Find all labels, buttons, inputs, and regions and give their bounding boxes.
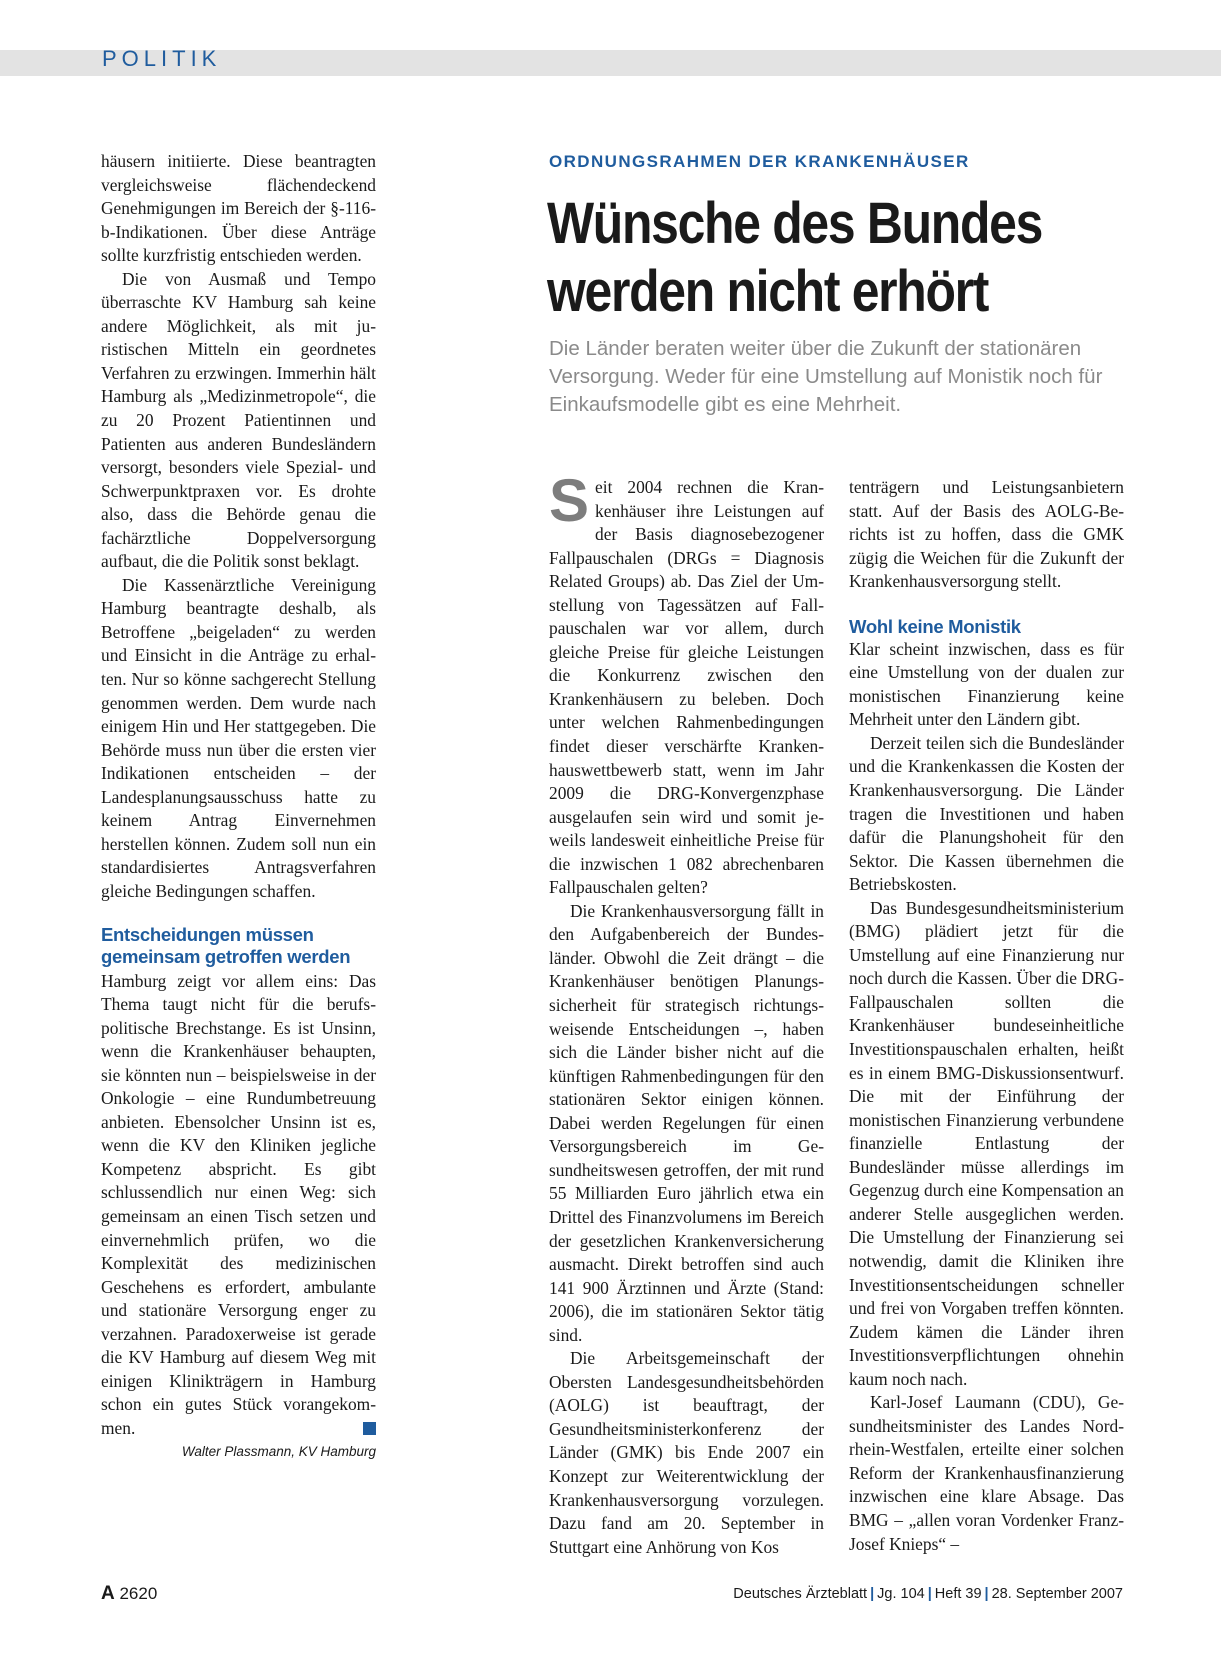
paragraph-text: Hamburg zeigt vor allem eins: Das Thema taugt nicht für die berufspolitische Brechstange. Es ist Unsinn, wenn die Krankenhäuser behaupten, sie könnten nun – beispielsweise in der Onkologie – eine Rundumbetreuung anbieten. Ebensolcher Unsinn ist es, wenn die KV den Kliniken jegliche Kompetenz abspricht. Es gibt schlussendlich nur einen Weg: sich gemeinsam an einen Tisch setzen und einvernehmlich prüfen, wo die Komplexität des medizinischen Geschehens es erfordert, ambulante und stationäre Versorgung enger zu verzahnen. Paradoxerweise ist gerade die KV Hamburg auf diesem Weg mit einigen Klinikträgern in Hamburg schon ein gutes Stück vorangekommen. bbox=[101, 970, 376, 1438]
subheading: Entscheidungen müssen gemeinsam getroffen werden bbox=[101, 923, 351, 967]
separator: | bbox=[870, 1586, 875, 1602]
journal-name: Deutsches Ärzteblatt bbox=[733, 1586, 868, 1602]
right-column bbox=[849, 476, 1124, 1556]
left-column bbox=[101, 150, 376, 1462]
end-mark-icon bbox=[363, 1422, 376, 1435]
section-label: POLITIK bbox=[102, 46, 222, 71]
paragraph: Die Arbeitsgemeinschaft der Obersten Landesgesundheitsbehörden (AOLG) ist beauftragt, der Gesundheitsministerkonferenz der Länder (GMK) bis Ende 2007 ein Konzept zur Weiterentwicklung der Krankenhausversorgung vorzulegen. Dazu fand am 20. September in Stuttgart eine Anhörung von Kos bbox=[549, 1348, 824, 1557]
author-credit: Walter Plassmann, KV Hamburg bbox=[181, 1444, 376, 1460]
article-dek: Die Länder beraten weiter über die Zukunft der stationären Versorgung. Weder für eine Umstellung auf Monistik noch für Einkaufsmodelle gibt es eine Mehrheit. bbox=[549, 337, 1103, 416]
paragraph: tenträgern und Leistungsanbietern statt. Auf der Basis des AOLG-Berichts ist zu hoffen, dass die GMK zügig die Weichen für die Zukunft der Krankenhausversorgung stellt. bbox=[849, 477, 1124, 592]
paragraph: Die von Ausmaß und Tempo überraschte KV Hamburg sah keine andere Möglichkeit, als mit juristischen Mitteln ein geordnetes Verfahren zu erzwingen. Immerhin hält Hamburg als „Medizinmetropole“, die zu 20 Prozent Patientinnen und Patienten aus anderen Bundesländern versorgt, besonders viele Spezial- und Schwerpunktpraxen vor. Es drohte also, dass die Behörde genau die fachärztliche Doppelversorgung aufbaut, die die Politik sonst beklagt. bbox=[101, 268, 376, 572]
article-headline bbox=[547, 190, 1080, 326]
drop-cap: S bbox=[549, 467, 590, 534]
journal-info bbox=[733, 1586, 1123, 1602]
paragraph: Klar scheint inzwischen, dass es für eine Umstellung von der dualen zur monistischen Finanzierung keine Mehrheit unter den Ländern gibt. bbox=[849, 638, 1124, 730]
separator: | bbox=[927, 1586, 932, 1602]
paragraph: Karl-Josef Laumann (CDU), Gesundheitsminister des Landes Nordrhein-Westfalen, erteilte einer solchen Reform der Krankenhausfinanzierung inzwischen eine klare Absage. Das BMG – „allen voran Vordenker Franz-Josef Knieps“ – bbox=[849, 1392, 1124, 1554]
paragraph: Die Kassenärztliche Vereinigung Hamburg beantragte deshalb, als Betroffene „beigeladen“ zu werden und Einsicht in die Anträge zu erhalten. Nur so könne sachgerecht Stellung genommen werden. Dem wurde nach einigem Hin und Her stattgegeben. Die Behörde muss nun über die ersten vier Indikationen entscheiden – der Landesplanungsausschuss hatte zu keinem Antrag Einvernehmen herstellen können. Zudem soll nun ein standardisiertes Antragsverfahren gleiche Bedingungen schaffen. bbox=[101, 574, 376, 901]
paragraph: häusern initiierte. Diese beantragten vergleichsweise flächendeckend Genehmigungen im Bereich der §-116-b-Indikationen. Über diese Anträge sollte kurzfristig entschieden werden. bbox=[101, 151, 376, 266]
page-letter: A bbox=[101, 1583, 115, 1604]
journal-issue: Heft 39 bbox=[934, 1586, 982, 1602]
subheading: Wohl keine Monistik bbox=[849, 615, 1021, 637]
paragraph: Das Bundesgesundheitsministerium (BMG) plädiert jetzt für die Umstellung auf eine Finanzierung nur noch durch die Kassen. Über die DRG-Fallpauschalen sollten die Krankenhäuser bundeseinheitliche Investitionspauschalen erhalten, heißt es in einem BMG-Diskussionsentwurf. Die mit der Einführung der monistischen Finanzierung verbundene finanzielle Entlastung der Bundesländer müsse allerdings im Gegenzug durch eine Kompensation an anderer Stelle ausgeglichen werden. Die Umstellung der Finanzierung sei notwendig, damit die Kliniken ihre Investitionsentscheidungen schneller und frei von Vorgaben treffen könnten. Zudem kämen die Länder ihren Investitionsverpflichtungen ohnehin kaum noch nach. bbox=[849, 897, 1124, 1389]
headline-line: Wünsche des Bundes bbox=[547, 191, 1043, 256]
journal-date: 28. September 2007 bbox=[991, 1586, 1123, 1602]
paragraph: Die Krankenhausversorgung fällt in den Aufgabenbereich der Bundesländer. Obwohl die Zeit drängt – die Krankenhäuser benötigen Planungssicherheit für strategisch richtungsweisende Entscheidungen –, haben sich die Länder bisher nicht auf die künftigen Rahmenbedingungen für den stationären Sektor einigen können. Dabei werden Regelungen für einen Versorgungsbereich im Gesundheitswesen getroffen, der mit rund 55 Milliarden Euro jährlich etwa ein Drittel des Finanzvolumens im Bereich der gesetzlichen Krankenversicherung ausmacht. Direkt betroffen sind auch 141 900 Ärztinnen und Ärzte (Stand: 2006), die im stationären Sektor tätig sind. bbox=[549, 900, 824, 1345]
journal-volume: Jg. 104 bbox=[877, 1586, 925, 1602]
separator: | bbox=[984, 1586, 989, 1602]
paragraph-text: eit 2004 rechnen die Krankenhäuser ihre Leistungen auf der Basis diagnosebezogener Fallpauschalen (DRGs = Diagnosis Related Groups) ab. Das Ziel der Umstellung von Tagessätzen auf Fallpauschalen war vor allem, durch gleiche Preise für gleiche Leistungen die Konkurrenz zwischen den Krankenhäusern zu beleben. Doch unter welchen Rahmenbedingungen findet dieser verschärfte Krankenhauswettbewerb statt, wenn im Jahr 2009 die DRG-Konvergenzphase ausgelaufen sein wird und somit jeweils landesweit einheitliche Preise für die inzwischen 1 082 abrechenbaren Fallpauschalen gelten? bbox=[549, 477, 824, 898]
page-number bbox=[101, 1583, 157, 1605]
paragraph: Derzeit teilen sich die Bundesländer und die Krankenkassen die Kosten der Krankenhausversorgung. Die Länder tragen die Investitionen und haben dafür die Planungshoheit für den Sektor. Die Kassen übernehmen die Betriebskosten. bbox=[849, 732, 1124, 895]
article-kicker: ORDNUNGSRAHMEN DER KRANKENHÄUSER bbox=[549, 152, 970, 171]
middle-column bbox=[549, 467, 824, 1559]
page-number-value: 2620 bbox=[119, 1584, 158, 1603]
headline-line: werden nicht erhört bbox=[547, 259, 989, 324]
paragraph bbox=[101, 970, 376, 1441]
paragraph bbox=[549, 467, 824, 900]
